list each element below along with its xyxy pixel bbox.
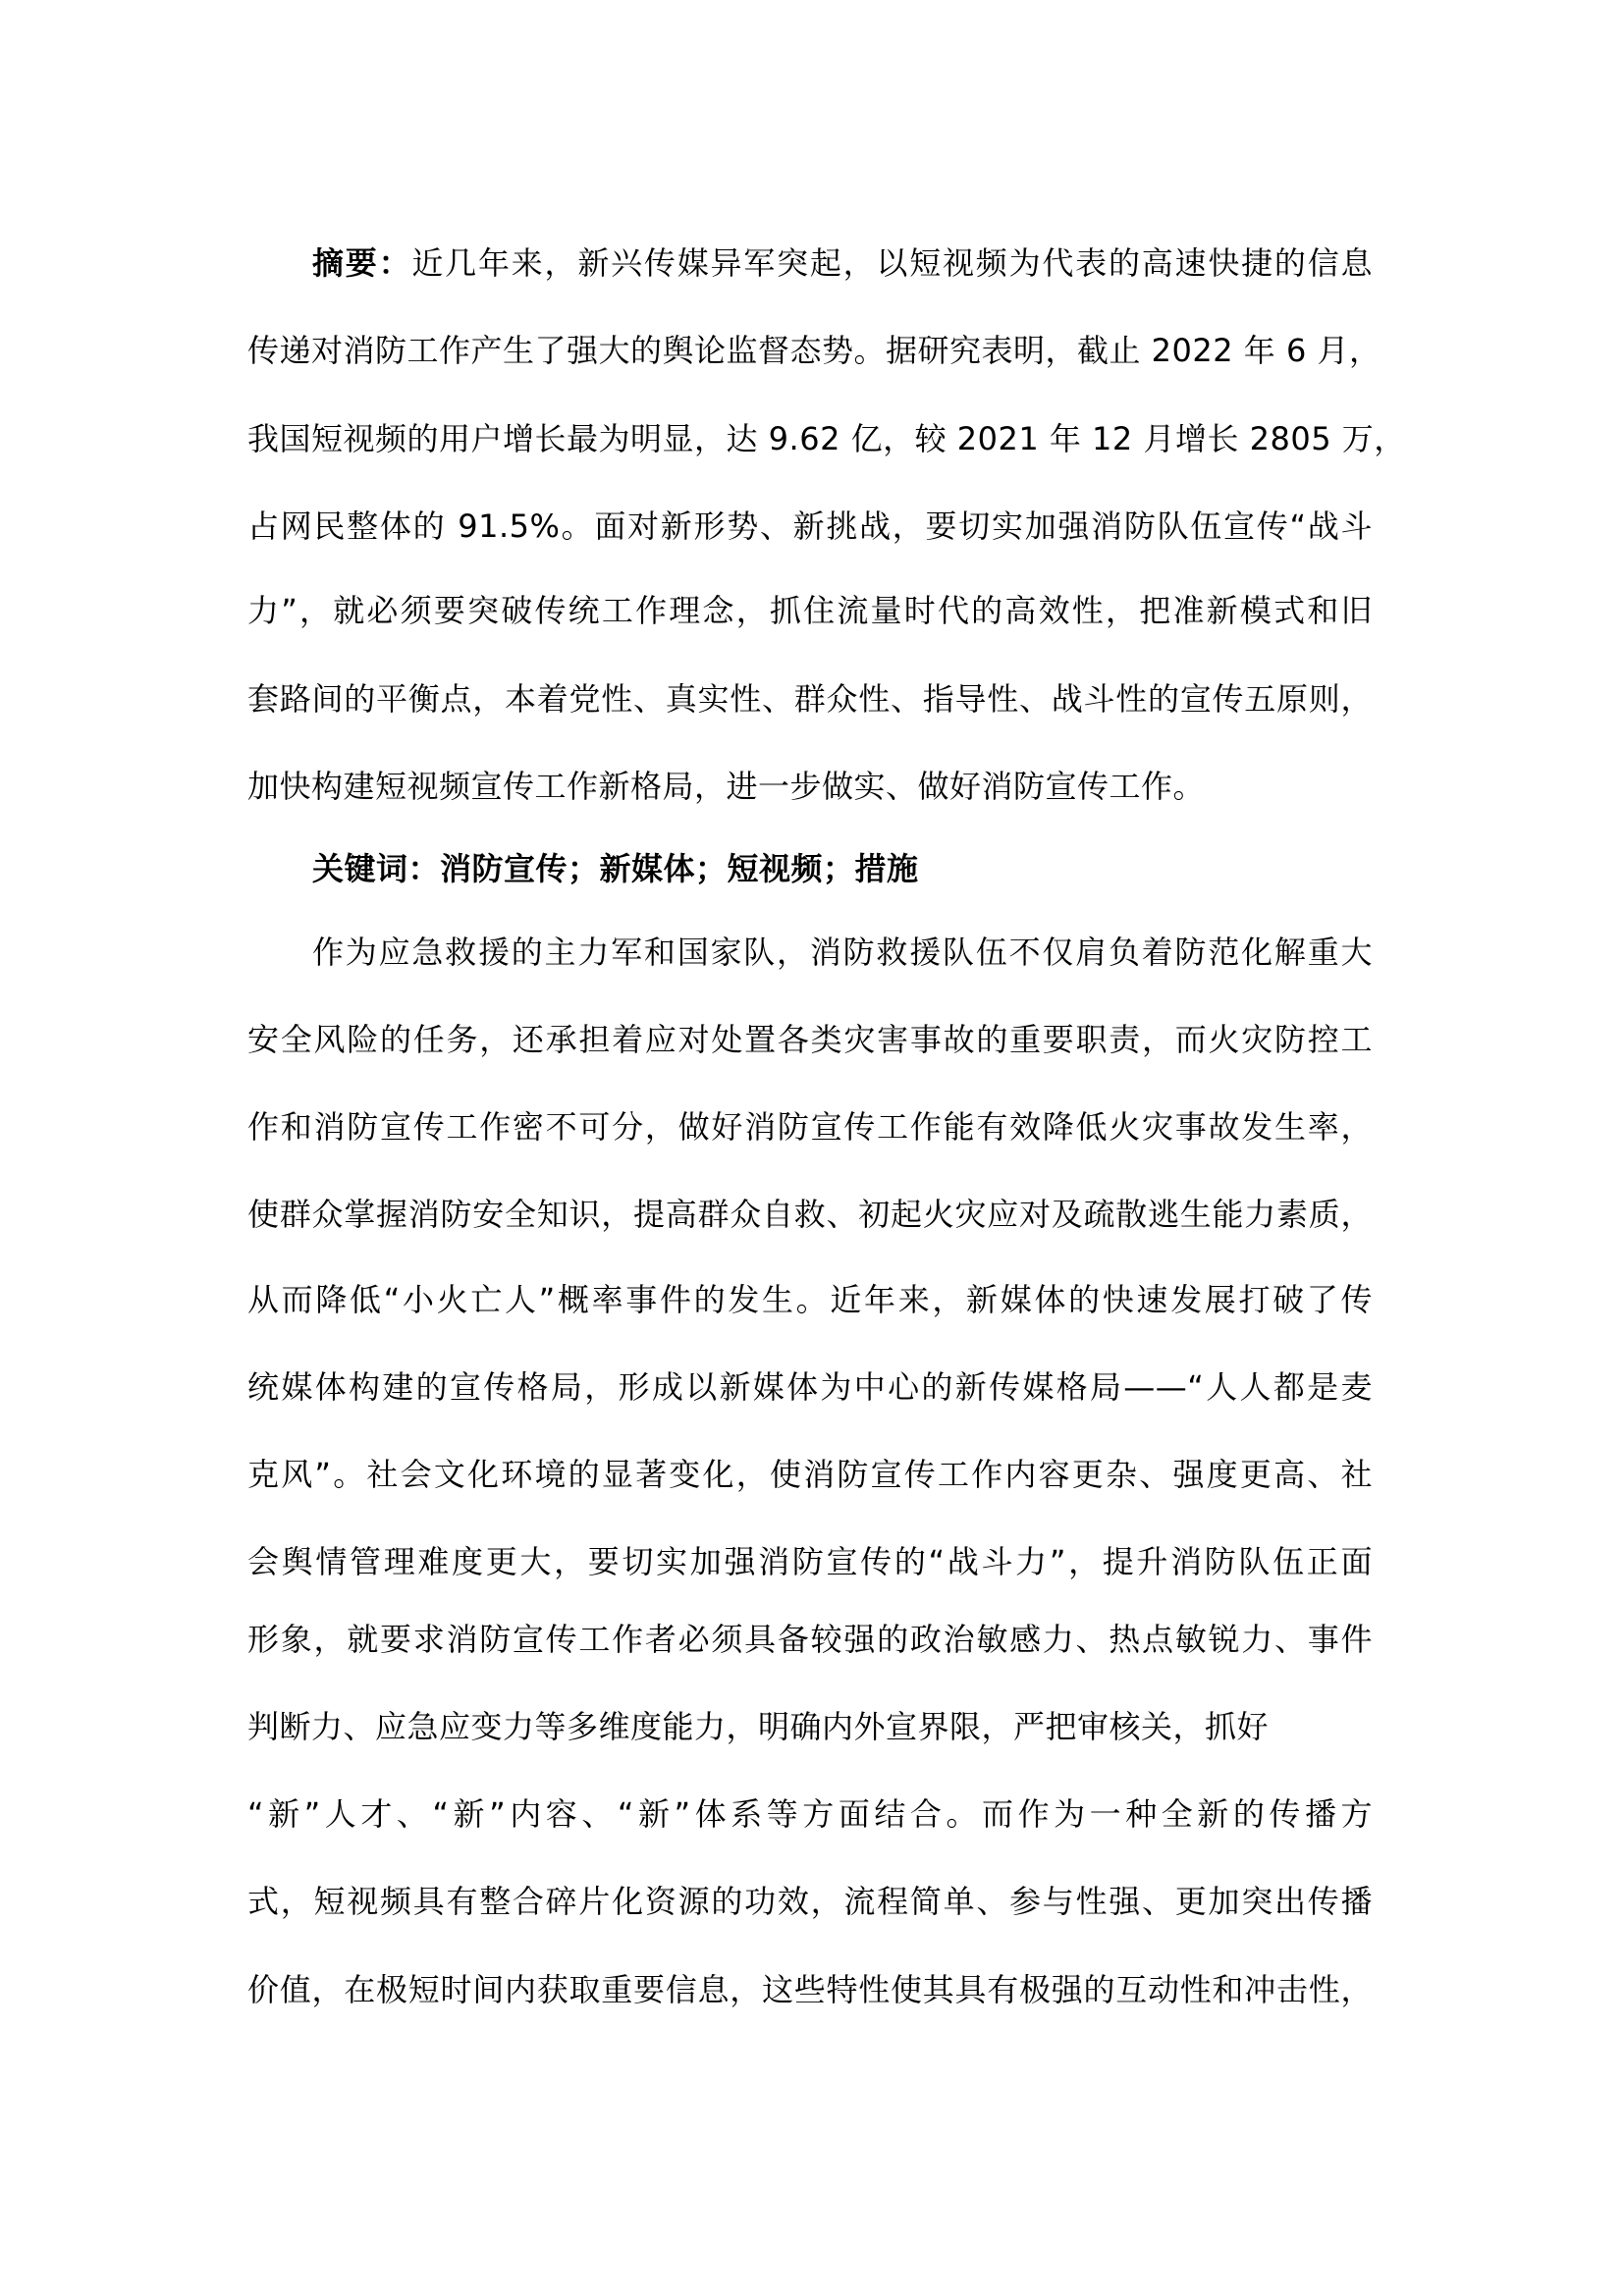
body-line-10: 判断力、应急应变力等多维度能力，明确内外宣界限，严把审核关，抓好	[247, 1708, 1270, 1745]
keywords-text: 消防宣传；新媒体；短视频；措施	[440, 850, 919, 887]
body-line-5: 从而降低“小火亡人”概率事件的发生。近年来，新媒体的快速发展打破了传	[247, 1281, 1373, 1318]
body-line-3: 作和消防宣传工作密不可分，做好消防宣传工作能有效降低火灾事故发生率，	[247, 1108, 1373, 1146]
abstract-line-6: 套路间的平衡点，本着党性、真实性、群众性、指导性、战斗性的宣传五原则，	[247, 680, 1373, 718]
body-line-7: 克风”。社会文化环境的显著变化，使消防宣传工作内容更杂、强度更高、社	[247, 1456, 1373, 1493]
body-line-12: 式，短视频具有整合碎片化资源的功效，流程简单、参与性强、更加突出传播	[247, 1883, 1373, 1920]
abstract-line-4: 占网民整体的 91.5%。面对新形势、新挑战，要切实加强消防队伍宣传“战斗	[247, 507, 1373, 545]
abstract-text: 近几年来，新兴传媒异军突起，以短视频为代表的高速快捷的信息	[411, 244, 1373, 282]
abstract-line-5: 力”，就必须要突破传统工作理念，抓住流量时代的高效性，把准新模式和旧	[247, 592, 1373, 629]
abstract-line-2: 传递对消防工作产生了强大的舆论监督态势。据研究表明，截止 2022 年 6 月，	[247, 332, 1381, 369]
abstract-label: 摘要：	[312, 244, 412, 282]
keywords-label: 关键词：	[312, 850, 441, 887]
body-line-1: 作为应急救援的主力军和国家队，消防救援队伍不仅肩负着防范化解重大	[312, 934, 1373, 971]
body-line-9: 形象，就要求消防宣传工作者必须具备较强的政治敏感力、热点敏锐力、事件	[247, 1621, 1373, 1658]
abstract-line-3: 我国短视频的用户增长最为明显，达 9.62 亿，较 2021 年 12 月增长 2805 万，	[247, 420, 1406, 457]
body-line-13: 价值，在极短时间内获取重要信息，这些特性使其具有极强的互动性和冲击性，	[247, 1971, 1373, 2008]
body-line-2: 安全风险的任务，还承担着应对处置各类灾害事故的重要职责，而火灾防控工	[247, 1021, 1373, 1058]
abstract-line-1	[312, 239, 1373, 288]
body-line-6: 统媒体构建的宣传格局，形成以新媒体为中心的新传媒格局——“人人都是麦	[247, 1368, 1373, 1406]
keywords-line	[312, 844, 1373, 893]
body-line-8: 会舆情管理难度更大，要切实加强消防宣传的“战斗力”，提升消防队伍正面	[247, 1543, 1373, 1580]
abstract-line-7: 加快构建短视频宣传工作新格局，进一步做实、做好消防宣传工作。	[247, 768, 1206, 805]
body-line-4: 使群众掌握消防安全知识，提高群众自救、初起火灾应对及疏散逃生能力素质，	[247, 1196, 1373, 1233]
body-line-11: “新”人才、“新”内容、“新”体系等方面结合。而作为一种全新的传播方	[247, 1795, 1373, 1833]
